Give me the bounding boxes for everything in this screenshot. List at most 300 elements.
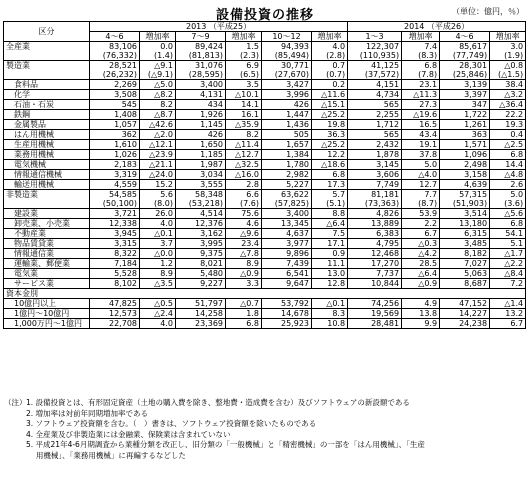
growth-cell: 0.7	[312, 61, 348, 71]
row-label: 情報通信業	[4, 249, 90, 259]
amount-cell: 3,514	[440, 209, 490, 219]
amount-cell: 3,139	[440, 80, 490, 90]
amount-cell: 1,096	[440, 150, 490, 160]
amount-excl-cell: (27,670)	[262, 70, 312, 80]
row-label: サービス業	[4, 279, 90, 289]
growth-cell: △10.1	[226, 90, 262, 100]
note-text: 3. ソフトウェア投資額を含む。（ ）書きは、ソフトウェア投資額を除いたものである	[26, 419, 317, 428]
growth-cell: △2.5	[490, 140, 526, 150]
growth-cell: △42.6	[140, 120, 176, 130]
growth-cell: △11.3	[402, 90, 440, 100]
growth-cell: △1.4	[490, 299, 526, 309]
note-item	[4, 451, 526, 462]
amount-cell: 8,021	[176, 259, 226, 269]
growth-cell: △8.2	[140, 90, 176, 100]
table-row	[4, 180, 526, 190]
amount-cell: 63,622	[262, 190, 312, 200]
row-label: 卸売業、小売業	[4, 219, 90, 229]
amount-cell: 4,734	[348, 90, 402, 100]
amount-cell: 3,485	[440, 239, 490, 249]
growth-excl-cell: (1.4)	[140, 51, 176, 61]
growth-cell: 4.0	[140, 319, 176, 329]
growth-cell: 7.7	[402, 190, 440, 200]
growth-cell: △4.8	[490, 170, 526, 180]
amount-cell: 1,657	[262, 140, 312, 150]
amount-cell: 53,792	[262, 299, 312, 309]
growth-excl-cell: (3.6)	[490, 199, 526, 209]
amount-cell: 1,447	[262, 110, 312, 120]
capex-table	[3, 21, 526, 329]
amount-cell: 2,269	[90, 80, 140, 90]
growth-cell: 14.4	[490, 160, 526, 170]
growth-cell: 22.2	[490, 110, 526, 120]
amount-cell: 1,436	[262, 120, 312, 130]
page-title: 設備投資の推移	[215, 8, 314, 23]
growth-cell: △15.1	[312, 100, 348, 110]
amount-excl-cell: (25,846)	[440, 70, 490, 80]
growth-cell: 0.4	[490, 130, 526, 140]
amount-cell: 14,258	[176, 309, 226, 319]
growth-cell: 13.2	[490, 309, 526, 319]
table-row	[4, 309, 526, 319]
growth-cell: △16.0	[226, 170, 262, 180]
growth-excl-cell: (△1.5)	[490, 70, 526, 80]
amount-excl-cell: (110,935)	[348, 51, 402, 61]
amount-cell: 41,125	[348, 61, 402, 71]
growth-cell: △25.2	[312, 110, 348, 120]
row-label: はん用機械	[4, 130, 90, 140]
row-label: 製造業	[4, 61, 90, 80]
growth-cell: 23.4	[226, 239, 262, 249]
amount-excl-cell: (37,572)	[348, 70, 402, 80]
amount-cell: 426	[262, 100, 312, 110]
amount-cell: 47,152	[440, 299, 490, 309]
amount-cell: 30,771	[262, 61, 312, 71]
amount-cell: 7,737	[348, 269, 402, 279]
table-row	[4, 259, 526, 269]
table-row	[4, 319, 526, 329]
table-row	[4, 209, 526, 219]
growth-cell: 12.7	[402, 180, 440, 190]
amount-excl-cell: (85,494)	[262, 51, 312, 61]
growth-excl-cell: (8.7)	[402, 199, 440, 209]
table-row	[4, 239, 526, 249]
amount-cell: 25,923	[262, 319, 312, 329]
amount-excl-cell: (28,595)	[176, 70, 226, 80]
amount-cell: 8,322	[90, 249, 140, 259]
amount-cell: 3,162	[176, 229, 226, 239]
growth-cell: △5.0	[140, 80, 176, 90]
amount-cell: 3,555	[176, 180, 226, 190]
amount-cell: 14,678	[262, 309, 312, 319]
amount-excl-cell: (76,332)	[90, 51, 140, 61]
note-text: 4. 全産業及び非製造業には金融業、保険業は含まれていない	[26, 429, 231, 439]
amount-cell: 434	[176, 100, 226, 110]
amount-cell: 4,826	[348, 209, 402, 219]
amount-cell: 3,996	[262, 90, 312, 100]
amount-cell: 3,977	[262, 239, 312, 249]
amount-cell: 8,182	[440, 249, 490, 259]
growth-cell: △6.4	[402, 269, 440, 279]
growth-cell: 4.6	[226, 219, 262, 229]
growth-cell: 27.3	[402, 100, 440, 110]
amount-cell: 1,026	[90, 150, 140, 160]
amount-cell: 362	[90, 130, 140, 140]
growth-cell: △0.9	[402, 279, 440, 289]
growth-cell: △0.3	[402, 239, 440, 249]
amount-cell: 13,889	[348, 219, 402, 229]
amount-cell: 47,825	[90, 299, 140, 309]
amount-cell: 81,181	[348, 190, 402, 200]
amount-cell: 122,307	[348, 42, 402, 52]
amount-cell: 3,400	[176, 80, 226, 90]
growth-cell: △0.7	[226, 299, 262, 309]
growth-cell: △2.4	[140, 309, 176, 319]
amount-cell: 2,982	[262, 170, 312, 180]
growth-excl-cell: (△9.1)	[140, 70, 176, 80]
row-label: 非製造業	[4, 190, 90, 209]
amount-cell: 5,480	[176, 269, 226, 279]
growth-cell: △7.8	[226, 249, 262, 259]
growth-cell: △5.6	[490, 209, 526, 219]
growth-cell: 6.8	[402, 61, 440, 71]
growth-cell: 53.9	[402, 209, 440, 219]
note-label	[4, 430, 26, 441]
growth-cell: 8.3	[312, 309, 348, 319]
growth-cell: 6.8	[490, 150, 526, 160]
amount-cell: 363	[440, 130, 490, 140]
amount-cell: 1,650	[176, 140, 226, 150]
amount-cell: 54,585	[90, 190, 140, 200]
growth-cell: △6.4	[312, 219, 348, 229]
growth-cell: 0.2	[312, 80, 348, 90]
growth-cell: 75.6	[226, 209, 262, 219]
row-label: 1,000万円～1億円	[4, 319, 90, 329]
growth-cell: 3.0	[490, 42, 526, 52]
amount-excl-cell: (81,813)	[176, 51, 226, 61]
table-row	[4, 150, 526, 160]
row-label: 金属製品	[4, 120, 90, 130]
amount-cell: 31,076	[176, 61, 226, 71]
growth-cell: △9.6	[226, 229, 262, 239]
growth-cell: 17.3	[312, 180, 348, 190]
amount-cell: 1,571	[440, 140, 490, 150]
amount-cell: 1,057	[90, 120, 140, 130]
growth-cell: 6.7	[402, 229, 440, 239]
table-body	[4, 42, 526, 329]
amount-cell: 1,610	[90, 140, 140, 150]
amount-cell: 6,541	[262, 269, 312, 279]
section-label: 資本金別	[4, 289, 526, 299]
amount-excl-cell: (26,232)	[90, 70, 140, 80]
growth-cell: 1.8	[226, 309, 262, 319]
row-label: 石油・石炭	[4, 100, 90, 110]
amount-excl-cell: (57,825)	[262, 199, 312, 209]
note-item	[4, 419, 526, 430]
growth-cell: 1.5	[226, 42, 262, 52]
amount-cell: 7,439	[262, 259, 312, 269]
row-label: 生産用機械	[4, 140, 90, 150]
amount-cell: 8,102	[90, 279, 140, 289]
amount-cell: 1,722	[440, 110, 490, 120]
growth-cell: 6.8	[490, 219, 526, 229]
growth-cell: 4.0	[312, 42, 348, 52]
growth-cell: 8.9	[226, 259, 262, 269]
growth-cell: △36.4	[490, 100, 526, 110]
growth-cell: △0.5	[140, 299, 176, 309]
amount-cell: 3,145	[348, 160, 402, 170]
amount-cell: 4,795	[348, 239, 402, 249]
growth-cell: △18.6	[312, 160, 348, 170]
amount-cell: 3,400	[262, 209, 312, 219]
note-item	[4, 440, 526, 451]
amount-cell: 3,158	[440, 170, 490, 180]
growth-cell: △9.1	[140, 61, 176, 71]
amount-cell: 565	[348, 130, 402, 140]
amount-cell: 24,238	[440, 319, 490, 329]
row-label: 全産業	[4, 42, 90, 61]
amount-cell: 4,637	[262, 229, 312, 239]
table-row	[4, 80, 526, 90]
growth-cell: 10.8	[312, 319, 348, 329]
growth-excl-cell: (1.9)	[490, 51, 526, 61]
amount-excl-cell: (51,903)	[440, 199, 490, 209]
amount-cell: 94,393	[262, 42, 312, 52]
amount-cell: 2,255	[348, 110, 402, 120]
amount-cell: 1,145	[176, 120, 226, 130]
header-growth: 増加率	[140, 32, 176, 42]
growth-cell: 6.7	[490, 319, 526, 329]
growth-excl-cell: (6.5)	[226, 70, 262, 80]
table-row	[4, 269, 526, 279]
row-label: 不動産業	[4, 229, 90, 239]
amount-cell: 3,508	[90, 90, 140, 100]
unit-label: （単位：億円，％）	[452, 7, 524, 16]
amount-cell: 14,227	[440, 309, 490, 319]
growth-cell: △4.0	[402, 170, 440, 180]
growth-cell: 5.7	[312, 190, 348, 200]
amount-cell: 4,131	[176, 90, 226, 100]
amount-cell: 51,797	[176, 299, 226, 309]
growth-cell: 0.9	[312, 249, 348, 259]
amount-cell: 57,315	[440, 190, 490, 200]
growth-excl-cell: (8.3)	[402, 51, 440, 61]
amount-cell: 3,319	[90, 170, 140, 180]
growth-cell: 43.4	[402, 130, 440, 140]
growth-cell: 8.8	[312, 209, 348, 219]
note-label: （注）	[4, 398, 27, 407]
growth-cell: △0.0	[140, 249, 176, 259]
row-label: 電気業	[4, 269, 90, 279]
amount-cell: 13,345	[262, 219, 312, 229]
growth-cell: 1.2	[140, 259, 176, 269]
growth-cell: 15.2	[140, 180, 176, 190]
growth-cell: 3.3	[226, 279, 262, 289]
amount-cell: 12,573	[90, 309, 140, 319]
growth-cell: 16.1	[226, 110, 262, 120]
amount-cell: 4,151	[348, 80, 402, 90]
growth-cell: 12.8	[312, 279, 348, 289]
header-year-2014: 2014 （平成26）	[348, 22, 526, 32]
row-label: 情報通信機械	[4, 170, 90, 180]
growth-cell: 4.9	[402, 299, 440, 309]
row-label: 運輸業、郵便業	[4, 259, 90, 269]
table-row	[4, 279, 526, 289]
table-row	[4, 61, 526, 71]
growth-cell: 13.8	[402, 309, 440, 319]
growth-cell: 14.1	[226, 100, 262, 110]
header-category: 区分	[4, 22, 90, 42]
growth-cell: △3.2	[490, 90, 526, 100]
growth-excl-cell: (2.8)	[312, 51, 348, 61]
amount-cell: 2,432	[348, 140, 402, 150]
growth-cell: 2.6	[490, 180, 526, 190]
growth-cell: 37.8	[402, 150, 440, 160]
amount-cell: 4,559	[90, 180, 140, 190]
amount-cell: 19,569	[348, 309, 402, 319]
amount-cell: 426	[176, 130, 226, 140]
growth-cell: △0.9	[226, 269, 262, 279]
amount-excl-cell: (50,100)	[90, 199, 140, 209]
amount-cell: 7,027	[440, 259, 490, 269]
amount-cell: 545	[90, 100, 140, 110]
amount-cell: 85,617	[440, 42, 490, 52]
table-row	[4, 299, 526, 309]
amount-cell: 347	[440, 100, 490, 110]
header-period: 7～9	[176, 32, 226, 42]
growth-cell: △19.6	[402, 110, 440, 120]
growth-cell: △2.0	[140, 130, 176, 140]
growth-cell: 8.9	[140, 269, 176, 279]
table-row	[4, 120, 526, 130]
growth-cell: △3.5	[140, 279, 176, 289]
header-growth: 増加率	[312, 32, 348, 42]
note-label	[4, 440, 26, 451]
growth-excl-cell: (0.7)	[312, 70, 348, 80]
growth-cell: 5.1	[490, 239, 526, 249]
growth-cell: 38.4	[490, 80, 526, 90]
table-row	[4, 110, 526, 120]
growth-cell: 8.2	[226, 130, 262, 140]
amount-cell: 565	[348, 100, 402, 110]
amount-cell: 9,227	[176, 279, 226, 289]
amount-cell: 3,427	[262, 80, 312, 90]
growth-cell: 5.0	[490, 190, 526, 200]
amount-cell: 1,384	[262, 150, 312, 160]
row-label: 輸送用機械	[4, 180, 90, 190]
row-label: 建設業	[4, 209, 90, 219]
header-year-2013: 2013 （平成25）	[90, 22, 348, 32]
amount-cell: 1,987	[176, 160, 226, 170]
amount-cell: 3,034	[176, 170, 226, 180]
growth-cell: △25.2	[312, 140, 348, 150]
growth-cell: 7.2	[490, 279, 526, 289]
amount-cell: 8,687	[440, 279, 490, 289]
amount-cell: 17,270	[348, 259, 402, 269]
amount-cell: 3,995	[176, 239, 226, 249]
growth-cell: △8.4	[490, 269, 526, 279]
growth-cell: 6.6	[226, 190, 262, 200]
growth-cell: △2.2	[490, 259, 526, 269]
note-item	[4, 430, 526, 441]
amount-cell: 58,348	[176, 190, 226, 200]
row-label: 業務用機械	[4, 150, 90, 160]
amount-cell: 74,256	[348, 299, 402, 309]
table-row	[4, 140, 526, 150]
table-row	[4, 90, 526, 100]
table-row	[4, 249, 526, 259]
row-label: 1億円～10億円	[4, 309, 90, 319]
growth-cell: 19.1	[402, 140, 440, 150]
row-label: 鉄鋼	[4, 110, 90, 120]
note-text: 5. 平成21年4-6月期調査から業種分類を改正し、旧分類の「一般機械」と「精密機械」の一部を「はん用機械」、「生産	[26, 440, 425, 449]
amount-cell: 4,514	[176, 209, 226, 219]
notes	[4, 398, 526, 461]
header-period: 4～6	[90, 32, 140, 42]
note-label	[4, 419, 26, 430]
amount-cell: 5,528	[90, 269, 140, 279]
growth-cell: △24.0	[140, 170, 176, 180]
growth-cell: 23.1	[402, 80, 440, 90]
growth-excl-cell: (7.8)	[402, 70, 440, 80]
growth-cell: 0.0	[140, 42, 176, 52]
growth-cell: 6.8	[226, 319, 262, 329]
growth-cell: △23.9	[140, 150, 176, 160]
amount-cell: 1,185	[176, 150, 226, 160]
growth-cell: 3.7	[140, 239, 176, 249]
growth-cell: 7.4	[402, 42, 440, 52]
table-row	[4, 229, 526, 239]
amount-cell: 4,639	[440, 180, 490, 190]
growth-cell: △11.6	[312, 90, 348, 100]
growth-cell: △0.1	[140, 229, 176, 239]
growth-cell: △1.7	[490, 249, 526, 259]
amount-cell: 1,878	[348, 150, 402, 160]
growth-excl-cell: (5.1)	[312, 199, 348, 209]
row-label: 10億円以上	[4, 299, 90, 309]
growth-cell: 2.8	[226, 180, 262, 190]
header-period: 4～6	[440, 32, 490, 42]
amount-cell: 22,708	[90, 319, 140, 329]
amount-cell: 6,315	[440, 229, 490, 239]
header-period: 1～3	[348, 32, 402, 42]
table-row	[4, 219, 526, 229]
note-item	[4, 398, 526, 409]
growth-cell: 5.0	[402, 160, 440, 170]
growth-excl-cell: (8.0)	[140, 199, 176, 209]
growth-cell: 7.5	[312, 229, 348, 239]
amount-excl-cell: (73,363)	[348, 199, 402, 209]
growth-cell: 54.1	[490, 229, 526, 239]
growth-cell: △12.1	[140, 140, 176, 150]
note-label	[4, 409, 26, 420]
row-label: 電気機械	[4, 160, 90, 170]
growth-cell: △12.7	[226, 150, 262, 160]
header-period: 10～12	[262, 32, 312, 42]
table-row	[4, 42, 526, 52]
note-item	[4, 409, 526, 420]
amount-cell: 1,780	[262, 160, 312, 170]
growth-cell: 4.0	[140, 219, 176, 229]
amount-cell: 28,301	[440, 61, 490, 71]
note-label	[4, 451, 26, 462]
amount-cell: 2,498	[440, 160, 490, 170]
amount-cell: 1,926	[176, 110, 226, 120]
growth-cell: 13.0	[312, 269, 348, 279]
amount-cell: 12,376	[176, 219, 226, 229]
growth-cell: 26.0	[140, 209, 176, 219]
growth-cell: 6.8	[312, 170, 348, 180]
